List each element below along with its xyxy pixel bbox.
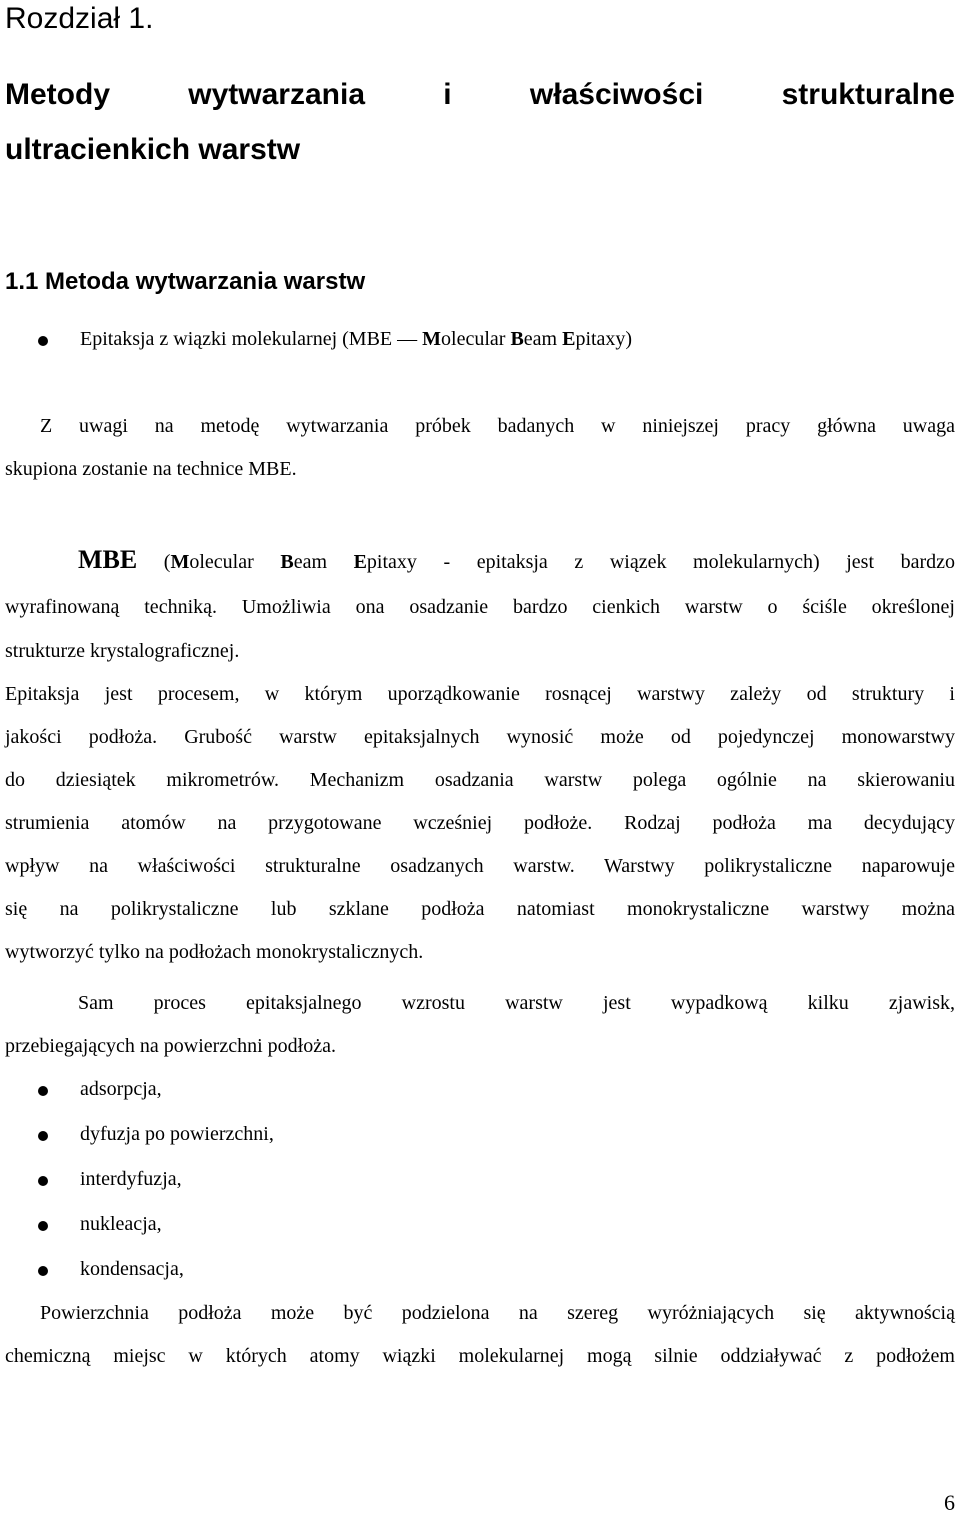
mbe-paren: ( <box>137 551 171 573</box>
section-heading: 1.1 Metoda wytwarzania warstw <box>5 268 366 295</box>
bullet-icon <box>38 1221 48 1231</box>
phenomenon-item: nukleacja, <box>80 1213 162 1235</box>
mbe-word-molecular: olecular <box>189 551 281 573</box>
mbe-para-line-2: wyrafinowaną techniką. Umożliwia ona osadzanie bardzo cienkich warstw o ściśle określonej <box>5 596 955 618</box>
chapter-title-line2: ultracienkich warstw <box>5 133 301 166</box>
acronym-letter-m: M <box>170 551 190 573</box>
phenomenon-item: adsorpcja, <box>80 1078 162 1100</box>
process-para-line-2: przebiegających na powierzchni podłoża. <box>5 1035 336 1057</box>
mbe-para-line-7: strumienia atomów na przygotowane wcześniej podłoże. Rodzaj podłoża ma decydujący <box>5 812 955 834</box>
mbe-para-line-4: Epitaksja jest procesem, w którym uporządkowanie rosnącej warstwy zależy od struktury i <box>5 683 955 705</box>
bullet-icon <box>38 1176 48 1186</box>
mbe-acronym: MBE <box>78 545 138 574</box>
acronym-letter-e: E <box>562 328 576 350</box>
mbe-para-line-9: się na polikrystaliczne lub szklane podłoża natomiast monokrystaliczne warstwy można <box>5 898 955 920</box>
mbe-para-line-5: jakości podłoża. Grubość warstw epitaksjalnych wynosić może od pojedynczej monowarstwy <box>5 726 955 748</box>
surface-para-line-1: Powierzchnia podłoża może być podzielona na szereg wyróżniających się aktywnością <box>40 1302 955 1324</box>
surface-para-line-2: chemiczną miejsc w których atomy wiązki molekularnej mogą silnie oddziaływać z podłożem <box>5 1345 955 1367</box>
chapter-title-line1: Metody wytwarzania i właściwości strukturalne <box>5 78 955 111</box>
method-word-epitaxy: pitaxy) <box>575 328 633 350</box>
mbe-word-beam: eam <box>293 551 354 573</box>
mbe-para-line-10: wytworzyć tylko na podłożach monokrystalicznych. <box>5 941 424 963</box>
phenomenon-item: dyfuzja po powierzchni, <box>80 1123 274 1145</box>
method-item-prefix: Epitaksja z wiązki molekularnej (MBE — <box>80 328 423 350</box>
acronym-letter-b: B <box>510 328 524 350</box>
mbe-para-line-8: wpływ na właściwości strukturalne osadzanych warstw. Warstwy polikrystaliczne naparowuje <box>5 855 955 877</box>
method-word-beam: eam <box>523 328 563 350</box>
acronym-letter-e: E <box>353 551 367 573</box>
mbe-para-line-6: do dziesiątek mikrometrów. Mechanizm osadzania warstw polega ogólnie na skierowaniu <box>5 769 955 791</box>
acronym-letter-b: B <box>280 551 294 573</box>
bullet-icon <box>38 336 48 346</box>
method-word-molecular: olecular <box>441 328 511 350</box>
chapter-label: Rozdział 1. <box>5 2 154 35</box>
intro-line-2: skupiona zostanie na technice MBE. <box>5 458 297 480</box>
bullet-icon <box>38 1086 48 1096</box>
process-para-line-1: Sam proces epitaksjalnego wzrostu warstw jest wypadkową kilku zjawisk, <box>78 992 955 1014</box>
intro-line-1: Z uwagi na metodę wytwarzania próbek badanych w niniejszej pracy główna uwaga <box>40 415 955 437</box>
method-item <box>80 328 632 351</box>
page-number: 6 <box>944 1490 955 1515</box>
phenomenon-item: kondensacja, <box>80 1258 184 1280</box>
phenomenon-item: interdyfuzja, <box>80 1168 182 1190</box>
acronym-letter-m: M <box>422 328 442 350</box>
mbe-para-line-3: strukturze krystalograficznej. <box>5 640 240 662</box>
bullet-icon <box>38 1131 48 1141</box>
mbe-para-line-1 <box>78 545 955 575</box>
bullet-icon <box>38 1266 48 1276</box>
mbe-line1-tail: pitaxy - epitaksja z wiązek molekularnych) jest bardzo <box>366 551 955 573</box>
